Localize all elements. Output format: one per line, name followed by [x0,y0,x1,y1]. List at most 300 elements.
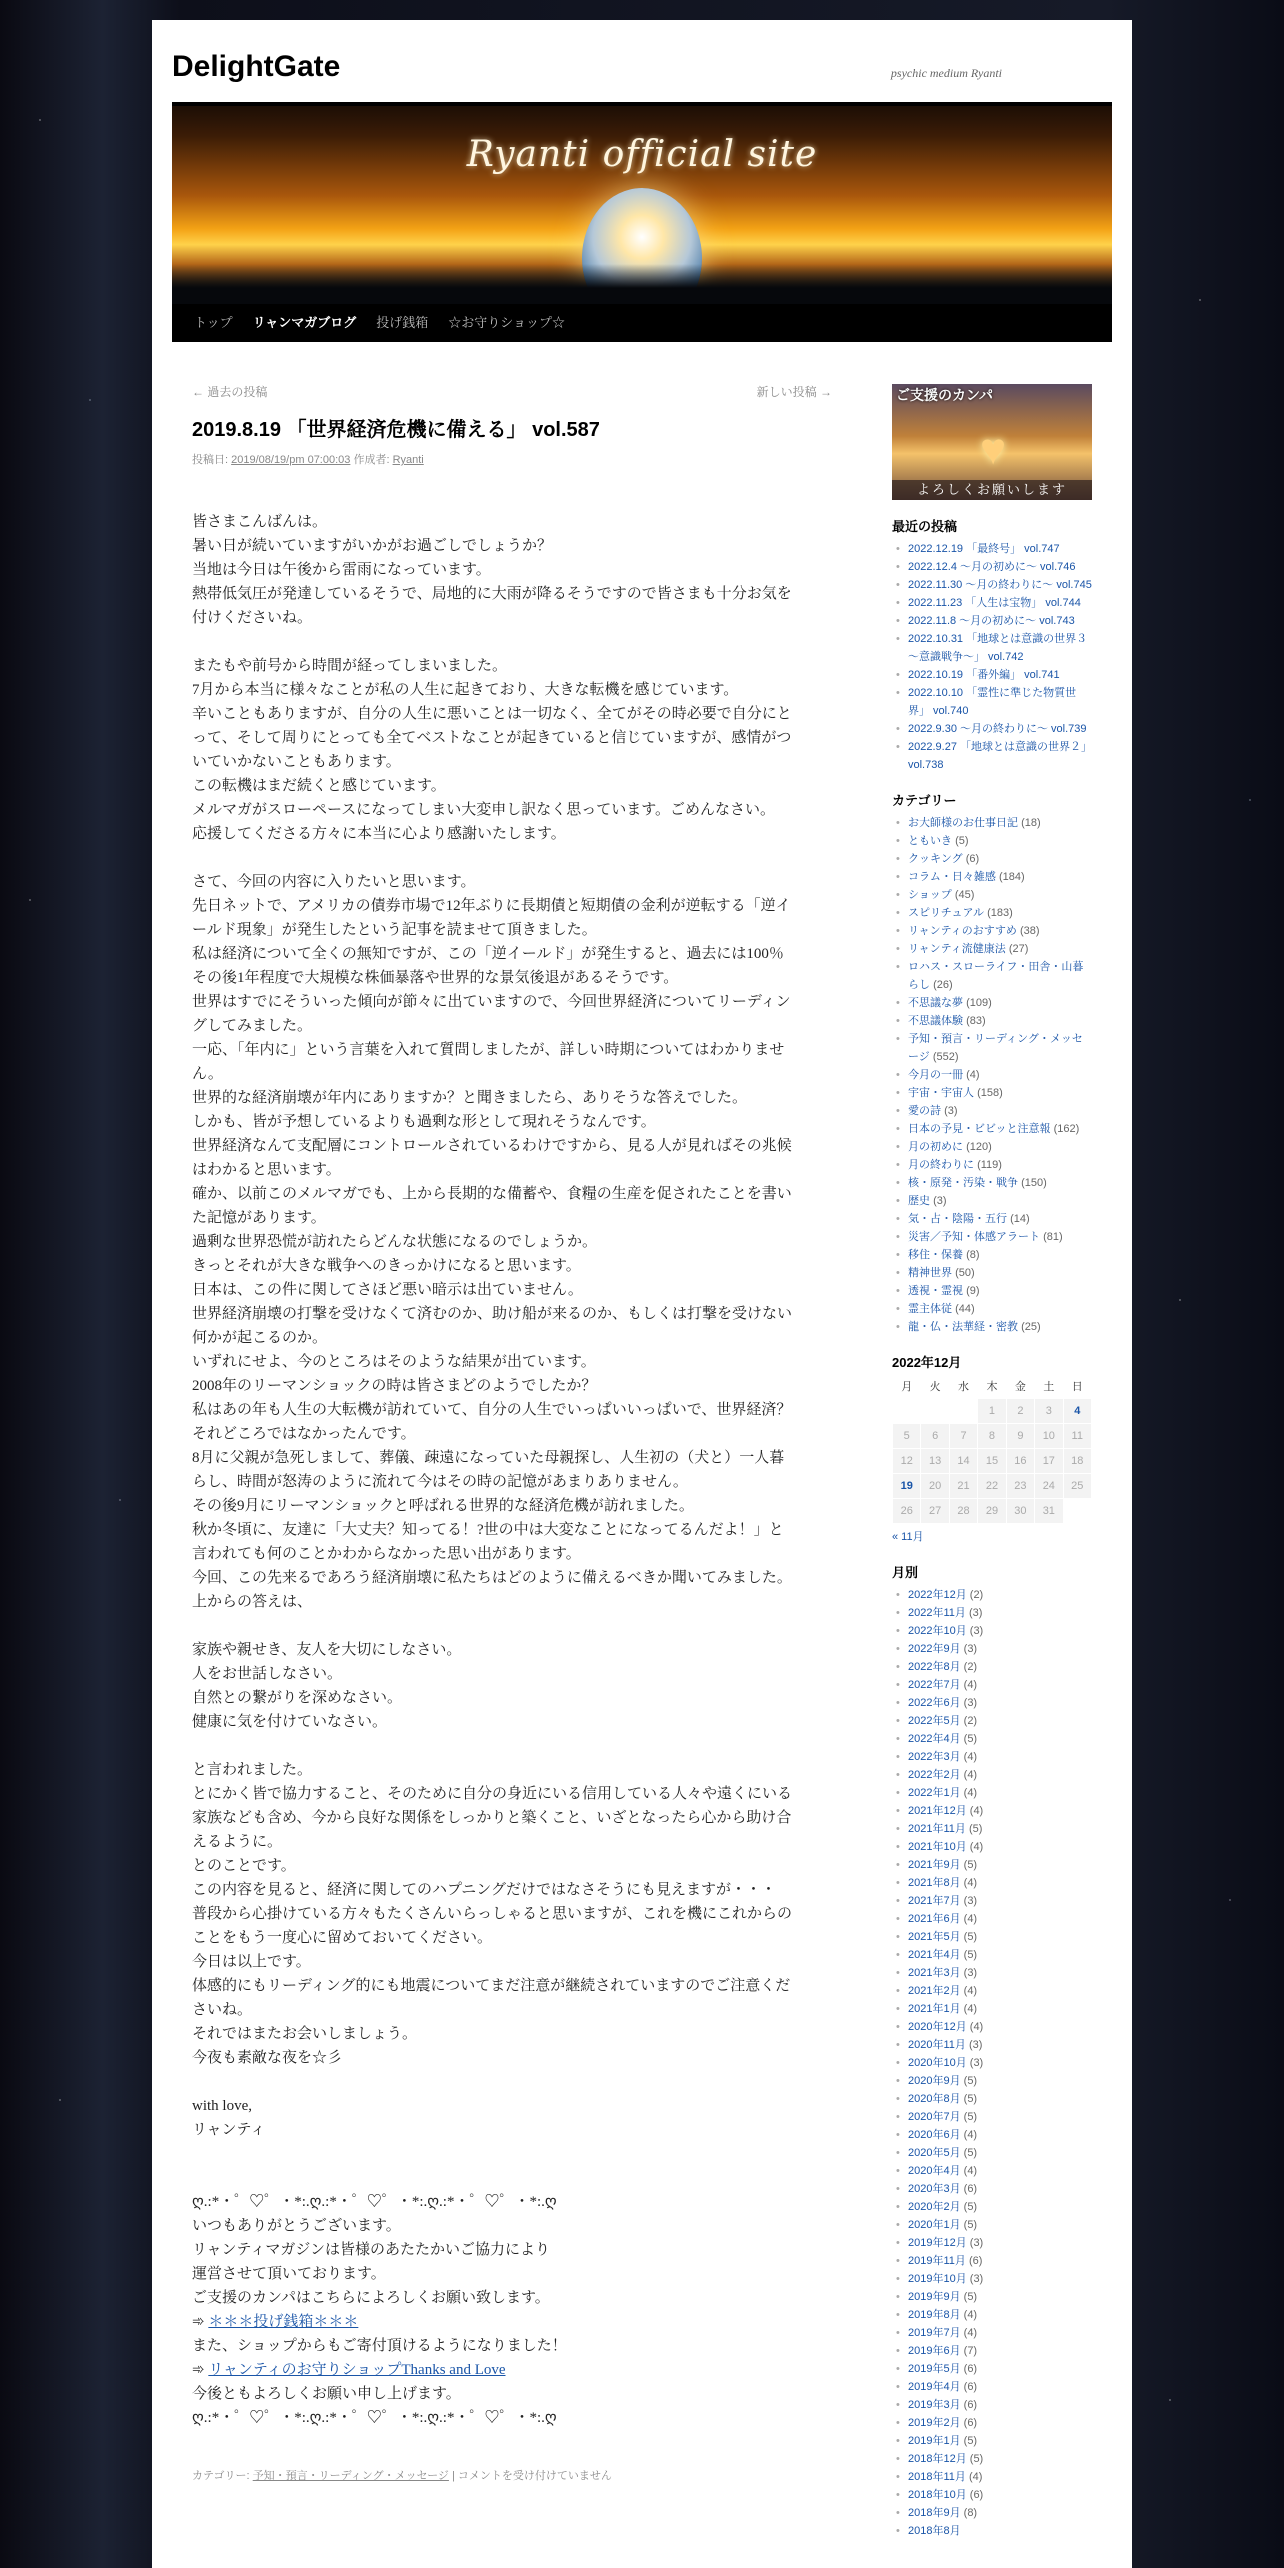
archive-link[interactable]: 2019年4月 [908,2381,961,2393]
archive-count: (6) [963,2399,978,2411]
archive-item [892,1766,1092,1784]
body-link-line [192,2358,832,2382]
body-line [192,2166,832,2190]
archive-count: (3) [969,2237,984,2249]
recent-post-link[interactable]: 2022.11.30 ～月の終わりに～ vol.745 [908,579,1092,591]
archive-link[interactable]: 2018年9月 [908,2507,961,2519]
post-author-link[interactable]: Ryanti [392,454,424,466]
archive-link[interactable]: 2020年11月 [908,2039,966,2051]
body-line: 2008年のリーマンショックの時は皆さまどのようでしたか？ [192,1378,597,1394]
category-link[interactable]: 災害／予知・体感アラート [908,1231,1040,1243]
archive-link[interactable]: 2021年10月 [908,1841,967,1853]
body-line: 付けくださいね。 [192,610,313,626]
archive-link[interactable]: 2021年5月 [908,1931,961,1943]
category-item [892,832,1092,850]
category-count: (119) [977,1159,1002,1171]
body-line: それどころではなかったんです。 [192,1426,416,1442]
calendar-table [892,1376,1092,1524]
body-line: メルマガがスローペースになってしまい大変申し訳なく思っています。ごめんなさい。 [192,802,776,818]
body-line: 今日は以上です。 [192,1954,311,1970]
calendar-day: 5 [893,1424,921,1449]
recent-post-item [892,666,1092,684]
category-item [892,850,1092,868]
calendar-day[interactable]: 4 [1063,1399,1091,1424]
archive-item [892,2252,1092,2270]
archive-link[interactable]: 2018年11月 [908,2471,966,2483]
archive-item [892,1910,1092,1928]
category-link[interactable]: 宇宙・宇宙人 [908,1087,974,1099]
support-banner-title: ご支援のカンパ [896,387,994,403]
archive-link[interactable]: 2018年12月 [908,2453,967,2465]
archive-link[interactable]: 2021年1月 [908,2003,961,2015]
archive-count: (4) [963,1787,978,1799]
archive-link[interactable]: 2020年4月 [908,2165,961,2177]
archive-link[interactable]: 2019年3月 [908,2399,961,2411]
archive-item [892,1946,1092,1964]
archive-item [892,2108,1092,2126]
category-count: (81) [1043,1231,1063,1243]
archive-link[interactable]: 2022年1月 [908,1787,961,1799]
calendar-day: 23 [1006,1474,1034,1499]
menu-item-1[interactable]: トップ [194,315,233,330]
body-line [192,630,832,654]
archive-count: (5) [963,1931,978,1943]
category-link[interactable]: 龍・仏・法華経・密教 [908,1321,1018,1333]
archive-count: (2) [963,1715,978,1727]
category-item [892,868,1092,886]
body-line: 世界経済なんて支配層にコントロールされているわけですから、見る人が見ればその兆候 [192,1138,792,1154]
archive-link[interactable]: 2021年7月 [908,1895,961,1907]
body-line: 世界的な経済崩壊が年内にありますか？と聞きましたら、ありそうな答えでした。 [192,1090,748,1106]
category-count: (8) [966,1249,980,1261]
category-item [892,814,1092,832]
category-link[interactable]: 歴史 [908,1195,930,1207]
body-line: 7月から本当に様々なことが私の人生に起きており、大きな転機を感じています。 [192,682,739,698]
body-line-text: また、ショップからもご寄付頂けるようになりました！ [192,2338,567,2354]
recent-post-link[interactable]: 2022.11.23 「人生は宝物」 vol.744 [908,597,1081,609]
body-line: ღ.:*・゜♡゜・*:.ღ.:*・゜♡゜・*:.ღ.:*・゜♡゜・*:.ღ [192,2410,557,2426]
post-navigation [192,380,832,404]
next-post-link[interactable]: 新しい投稿 → [756,385,832,399]
recent-post-link[interactable]: 2022.10.19 「番外編」 vol.741 [908,669,1060,681]
body-line: 普段から心掛けている方々もたくさんいらっしゃると思いますが、これを機にこれからの [192,1906,793,1922]
body-line: 言われても何のことかわからなかった思い出があります。 [192,1546,581,1562]
footer-category-link[interactable]: 予知・預言・リーディング・メッセージ [252,2470,449,2482]
recent-post-link[interactable]: 2022.12.4 ～月の初めに～ vol.746 [908,561,1076,573]
category-link[interactable]: コラム・日々雑感 [908,871,996,883]
recent-post-item [892,576,1092,594]
category-link[interactable]: 移住・保養 [908,1249,963,1261]
archive-link[interactable]: 2020年8月 [908,2093,961,2105]
category-count: (25) [1021,1321,1041,1333]
category-item [892,994,1092,1012]
archive-link[interactable]: 2021年2月 [908,1985,961,1997]
archive-link[interactable]: 2020年5月 [908,2147,961,2159]
category-link[interactable]: ショップ [908,889,952,901]
archive-count: (6) [963,2417,978,2429]
category-link[interactable]: 愛の詩 [908,1105,941,1117]
calendar-day: 10 [1035,1424,1063,1449]
body-line: た記憶があります。 [192,1210,326,1226]
archive-link[interactable]: 2021年3月 [908,1967,961,1979]
body-line: 私はあの年も人生の大転機が訪れていて、自分の人生でいっぱいいっぱいで、世界経済？ [192,1402,792,1418]
body-line: 先日ネットで、アメリカの債券市場で12年ぶりに長期債と短期債の金利が逆転する「逆イ [192,898,791,914]
body-line [192,846,832,870]
body-line: 今夜も素敵な夜を☆彡 [192,2050,343,2066]
archive-link[interactable]: 2022年8月 [908,1661,961,1673]
category-item [892,1192,1092,1210]
calendar-day: 3 [1035,1399,1063,1424]
body-line: リャンティ [192,2122,266,2138]
category-link[interactable]: 不思議な夢 [908,997,963,1009]
archive-link[interactable]: 2019年1月 [908,2435,961,2447]
category-count: (5) [955,835,969,847]
archive-item [892,1712,1092,1730]
calendar-week [893,1424,1092,1449]
archive-count: (6) [969,2489,984,2501]
category-count: (14) [1010,1213,1030,1225]
recent-post-link[interactable]: 2022.12.19 「最終号」 vol.747 [908,543,1060,555]
calendar-weekday: 日 [1071,1381,1083,1393]
archive-count: (2) [969,1589,984,1601]
archive-link[interactable]: 2018年10月 [908,2489,967,2501]
body-line: この転機はまだ続くと感じています。 [192,778,446,794]
archive-link[interactable]: 2022年2月 [908,1769,961,1781]
archive-link[interactable]: 2021年6月 [908,1913,961,1925]
archive-link[interactable]: 2019年6月 [908,2345,961,2357]
categories-title: カテゴリー [892,793,957,808]
body-line: いずれにせよ、今のところはそのような結果が出ています。 [192,1354,596,1370]
calendar-week [893,1499,1092,1524]
body-line: 辛いこともありますが、自分の人生に悪いことは一切なく、全てがその時必要で自分にと [192,706,792,722]
body-line: とのことです。 [192,1858,296,1874]
body-link-line [192,2310,832,2334]
category-item [892,1228,1092,1246]
archive-item [892,2432,1092,2450]
body-line [192,1614,832,1638]
archive-item [892,1748,1092,1766]
body-line: 家族なども含め、今から良好な関係をしっかりと築くこと、いざとなったら心から助け合 [192,1810,792,1826]
category-link[interactable]: ともいき [908,835,952,847]
calendar-day: 31 [1035,1499,1063,1524]
body-line: 今後ともよろしくお願い申し上げます。 [192,2386,461,2402]
body-line: 自然との繋がりを深めなさい。 [192,1690,403,1706]
category-count: (6) [965,853,980,865]
body-line: って、そして周りにとっても全てベストなことが起きていると信じていますが、感情がつ [192,730,792,746]
previous-post-link[interactable]: ← 過去の投稿 [192,385,268,399]
archive-link[interactable]: 2022年6月 [908,1697,961,1709]
heart-hands-icon: ♥ [979,425,1007,474]
archive-link[interactable]: 2022年4月 [908,1733,961,1745]
archive-link[interactable]: 2022年7月 [908,1679,961,1691]
archive-item [892,2450,1092,2468]
category-count: (38) [1019,925,1040,937]
category-link[interactable]: リャンティのおすすめ [908,925,1017,937]
body-line: 当地は今日は午後から雷雨になっています。 [192,562,491,578]
category-link[interactable]: ロハス・スローライフ・田舎・山暮らし [908,961,1084,991]
category-link[interactable]: 不思議体験 [908,1015,963,1027]
body-link[interactable]: ＊＊＊投げ銭箱＊＊＊ [208,2314,359,2330]
recent-post-item [892,630,1092,666]
archive-link[interactable]: 2020年12月 [908,2021,967,2033]
archive-count: (7) [963,2345,978,2357]
body-line: またもや前号から時間が経ってしまいました。 [192,658,508,674]
archive-item [892,2306,1092,2324]
recent-post-item [892,738,1092,774]
archive-link[interactable]: 2018年8月 [908,2525,961,2537]
archive-link[interactable]: 2020年1月 [908,2219,961,2231]
archives-list [892,1586,1092,2540]
category-count: (120) [966,1141,992,1153]
calendar-week [893,1474,1092,1499]
body-line: ことをもう一度心に留めておいてください。 [192,1930,493,1946]
category-count: (162) [1053,1123,1080,1135]
archive-count: (3) [968,1607,983,1619]
archive-item [892,2324,1092,2342]
archive-link[interactable]: 2019年7月 [908,2327,961,2339]
post-date-link[interactable]: 2019/08/19/pm 07:00:03 [231,454,351,466]
calendar-day: 18 [1063,1449,1091,1474]
body-line: グしてみました。 [192,1018,313,1034]
recent-post-item [892,540,1092,558]
archive-link[interactable]: 2022年9月 [908,1643,961,1655]
body-line: 人をお世話しなさい。 [192,1666,343,1682]
calendar-weekdays [893,1376,1092,1399]
category-count: (4) [966,1069,980,1081]
category-link[interactable]: 霊主体従 [908,1303,952,1315]
footer-comment-note: | コメントを受け付けていません [448,2470,612,2482]
archive-link[interactable]: 2019年12月 [908,2237,967,2249]
body-line [192,1734,832,1758]
archive-link[interactable]: 2020年2月 [908,2201,961,2213]
body-line: 熱帯低気圧が発達しているそうで、局地的に大雨が降るそうですので皆さまも十分お気を [192,586,792,602]
body-line: その後1年程度で大規模な株価暴落や世界的な景気後退があるそうです。 [192,970,679,986]
archive-link[interactable]: 2022年3月 [908,1751,961,1763]
calendar-day: 15 [978,1449,1006,1474]
archive-link[interactable]: 2020年9月 [908,2075,961,2087]
category-link[interactable]: お大師様のお仕事日記 [908,817,1018,829]
calendar-day: 21 [949,1474,977,1499]
body-line: 応援してくださる方々に本当に心より感謝いたします。 [192,826,566,842]
archive-count: (5) [963,1859,978,1871]
site-title[interactable]: DelightGate [172,50,341,83]
archive-link[interactable]: 2020年3月 [908,2183,961,2195]
archive-count: (6) [963,2183,978,2195]
body-line: ご支援のカンパはこちらによろしくお願い致します。 [192,2290,550,2306]
archive-count: (4) [963,1913,978,1925]
category-item [892,1012,1092,1030]
menu-item-2[interactable]: リャンマガブログ [252,315,357,330]
category-link[interactable]: 精神世界 [908,1267,952,1279]
calendar-weekday: 月 [901,1381,913,1393]
archive-item [892,2486,1092,2504]
archive-link[interactable]: 2020年10月 [908,2057,967,2069]
archive-item [892,1982,1092,2000]
category-link[interactable]: スピリチュアル [908,907,985,919]
body-line [192,2142,832,2166]
archive-count: (5) [963,2147,978,2159]
archive-item [892,2162,1092,2180]
archive-link[interactable]: 2022年5月 [908,1715,961,1727]
body-link[interactable]: リャンティのお守りショップThanks and Love [208,2362,506,2378]
archive-item [892,1658,1092,1676]
category-link[interactable]: 日本の予見・ビビッと注意報 [908,1123,1051,1135]
body-line: 体感的にもリーディング的にも地震についてまだ注意が継続されていますのでご注意くだ [192,1978,791,1994]
archive-count: (3) [969,2057,984,2069]
category-link[interactable]: リャンティ流健康法 [908,943,1006,955]
body-line: 運営させて頂いております。 [192,2266,386,2282]
archive-count: (4) [963,2165,978,2177]
archive-item [892,2216,1092,2234]
calendar-prev-month-link[interactable]: « 11月 [892,1531,924,1543]
archive-link[interactable]: 2021年9月 [908,1859,961,1871]
archive-count: (5) [963,2435,978,2447]
category-item [892,904,1092,922]
calendar-weekday: 木 [986,1381,998,1393]
calendar-day: 13 [921,1449,949,1474]
archive-count: (4) [969,2021,984,2033]
archive-link[interactable]: 2019年10月 [908,2273,967,2285]
recent-posts-list [892,540,1092,774]
archive-link[interactable]: 2022年10月 [908,1625,967,1637]
calendar-weekday: 水 [958,1381,970,1393]
recent-post-link[interactable]: 2022.9.27 「地球とは意識の世界２」 vol.738 [908,741,1092,771]
archive-count: (3) [969,1625,984,1637]
calendar-weekday: 金 [1014,1381,1026,1393]
body-line: 8月に父親が急死しまして、葬儀、疎遠になっていた母親探し、人生初の（犬と）一人暮 [192,1450,785,1466]
body-line [192,2070,832,2094]
banner-horizon [172,264,1112,304]
archive-link[interactable]: 2021年12月 [908,1805,967,1817]
archive-count: (4) [963,1877,978,1889]
category-link[interactable]: 予知・預言・リーディング・メッセージ [908,1033,1083,1063]
calendar-day: 11 [1063,1424,1091,1449]
categories-list [892,814,1092,1336]
category-item [892,1246,1092,1264]
archive-link[interactable]: 2019年2月 [908,2417,961,2429]
category-link[interactable]: 今月の一冊 [908,1069,963,1081]
archive-item [892,2360,1092,2378]
body-line: えるように。 [192,1834,283,1850]
archive-link[interactable]: 2019年11月 [908,2255,966,2267]
archive-item [892,1676,1092,1694]
archive-link[interactable]: 2019年8月 [908,2309,961,2321]
category-link[interactable]: 透視・霊視 [908,1285,963,1297]
body-line: 秋か冬頃に、友達に「大丈夫？知ってる！?世の中は大変なことになってるんだよ！」と [192,1522,784,1538]
calendar-days [893,1399,1092,1524]
archive-item [892,1694,1092,1712]
category-count: (552) [932,1051,959,1063]
calendar-week [893,1449,1092,1474]
archive-count: (4) [963,1985,978,1997]
post-meta [192,448,832,472]
archive-item [892,1604,1092,1622]
recent-post-item [892,684,1092,720]
category-count: (158) [977,1087,1003,1099]
category-link[interactable]: クッキング [908,853,963,865]
archive-link[interactable]: 2019年9月 [908,2291,961,2303]
category-item [892,1318,1092,1336]
menu-item-4[interactable]: ☆お守りショップ☆ [448,315,566,330]
archive-count: (4) [963,2003,978,2015]
body-line: 暑い日が続いていますがいかがお過ごしでしょうか？ [192,538,553,554]
calendar-day: 12 [893,1449,921,1474]
menu-item-3[interactable]: 投げ銭箱 [376,315,429,330]
main-content [192,380,832,2488]
recent-post-link[interactable]: 2022.11.8 ～月の初めに～ vol.743 [908,615,1075,627]
archive-item [892,2000,1092,2018]
category-link[interactable]: 月の初めに [908,1141,963,1153]
category-count: (3) [944,1105,958,1117]
recent-posts-title: 最近の投稿 [892,519,958,534]
category-count: (45) [954,889,975,901]
body-line: 上からの答えは、 [192,1594,313,1610]
calendar-weekday: 土 [1043,1381,1055,1393]
category-link[interactable]: 月の終わりに [908,1159,974,1171]
category-link[interactable]: 気・占・陰陽・五行 [908,1213,1007,1225]
calendar-day: 7 [949,1424,977,1449]
archive-item [892,2198,1092,2216]
header-banner[interactable] [172,106,1112,304]
archive-count: (5) [968,1823,983,1835]
sidebar [892,384,1092,2540]
archive-link[interactable]: 2020年7月 [908,2111,961,2123]
body-line: 皆さまこんばんは。 [192,514,328,530]
archive-item [892,2270,1092,2288]
category-item [892,922,1092,940]
archive-link[interactable]: 2019年5月 [908,2363,961,2375]
archive-count: (4) [963,2309,978,2321]
calendar-day: 16 [1006,1449,1034,1474]
archive-item [892,2180,1092,2198]
archive-item [892,2072,1092,2090]
archive-item [892,2234,1092,2252]
body-line: と言われました。 [192,1762,313,1778]
category-item [892,940,1092,958]
category-link[interactable]: 核・原発・汚染・戦争 [908,1177,1018,1189]
archive-link[interactable]: 2021年8月 [908,1877,961,1889]
archive-count: (5) [963,2075,978,2087]
archive-link[interactable]: 2021年4月 [908,1949,961,1961]
archive-count: (5) [963,2111,978,2123]
category-count: (18) [1021,817,1041,829]
arrow-icon: ➾ [192,2314,209,2330]
archive-item [892,1838,1092,1856]
archive-link[interactable]: 2022年11月 [908,1607,966,1619]
archive-item [892,2036,1092,2054]
archive-link[interactable]: 2021年11月 [908,1823,966,1835]
archive-count: (4) [963,1679,978,1691]
archive-count: (5) [963,1949,978,1961]
calendar-day [949,1399,977,1424]
recent-post-link[interactable]: 2022.10.31 「地球とは意識の世界３～意識戦争～」 vol.742 [908,633,1088,663]
recent-post-link[interactable]: 2022.9.30 ～月の終わりに～ vol.739 [908,723,1087,735]
archive-link[interactable]: 2022年12月 [908,1589,967,1601]
archive-link[interactable]: 2020年6月 [908,2129,961,2141]
recent-post-item [892,720,1092,738]
category-item [892,1138,1092,1156]
support-donation-banner[interactable] [892,384,1092,500]
archive-item [892,1892,1092,1910]
calendar-day: 27 [921,1499,949,1524]
calendar-day: 24 [1035,1474,1063,1499]
calendar-title: 2022年12月 [892,1355,962,1370]
recent-post-link[interactable]: 2022.10.10 「霊性に準じた物質世界」 vol.740 [908,687,1077,717]
calendar-day[interactable]: 19 [893,1474,921,1499]
body-line: 世界経済崩壊の打撃を受けなくて済むのか、助け船が来るのか、もしくは打撃を受けない [192,1306,793,1322]
archive-count: (4) [963,2129,978,2141]
archive-item [892,2378,1092,2396]
